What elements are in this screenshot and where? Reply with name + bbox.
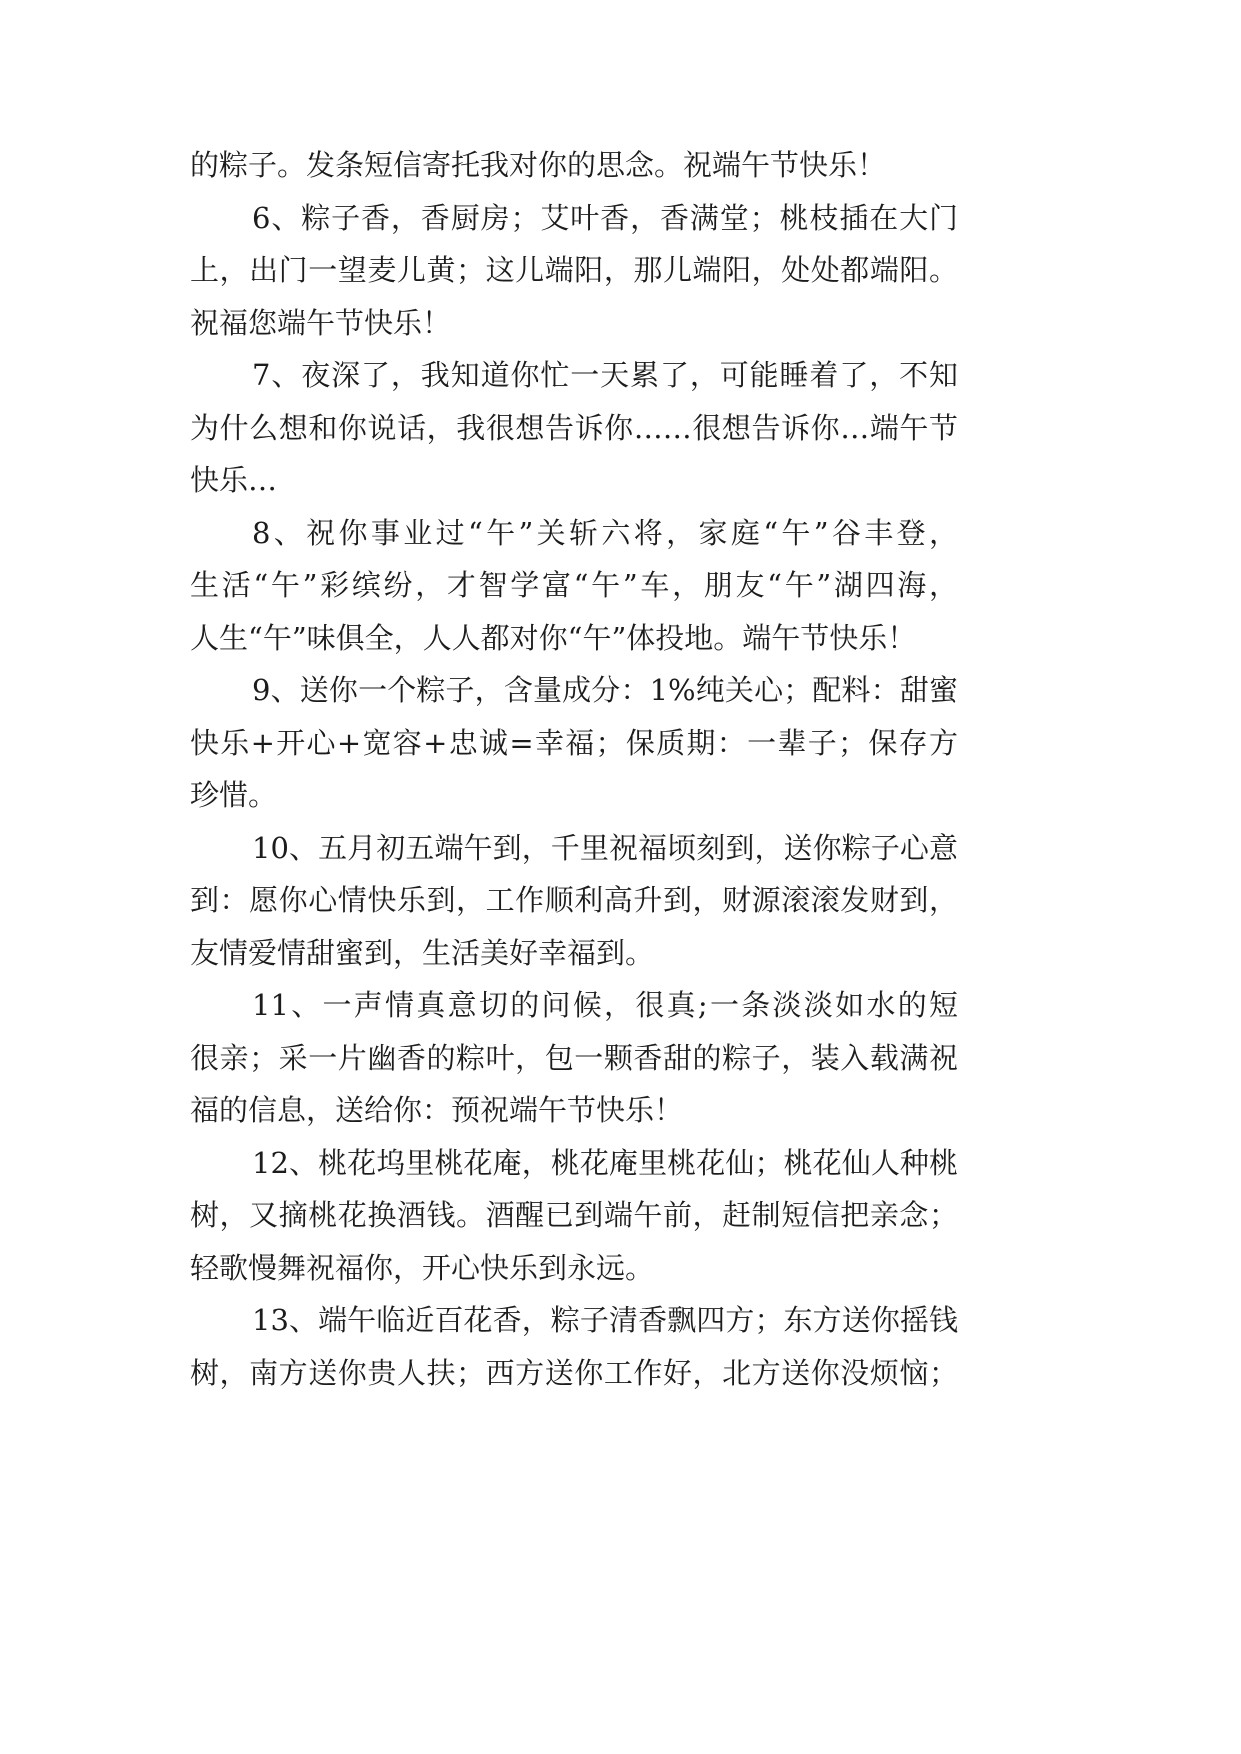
text-line: 生活“午”彩缤纷，才智学富“午”车，朋友“午”湖四海， (190, 568, 958, 602)
text-line: 12、桃花坞里桃花庵，桃花庵里桃花仙；桃花仙人种桃 (252, 1145, 958, 1180)
text-line: 快乐+开心+宽容+忠诚=幸福；保质期：一辈子；保存方 (190, 725, 958, 760)
paragraph (190, 979, 958, 1137)
document-body (190, 139, 958, 1399)
text-line: 友情爱情甜蜜到，生活美好幸福到。 (190, 935, 655, 970)
text-line: 快乐… (190, 463, 278, 497)
text-line: 到：愿你心情快乐到，工作顺利高升到，财源滚滚发财到， (190, 883, 958, 917)
text-line: 轻歌慢舞祝福你，开心快乐到永远。 (190, 1250, 655, 1285)
paragraph (190, 822, 958, 980)
paragraph (190, 1137, 958, 1295)
text-line: 7、夜深了，我知道你忙一天累了，可能睡着了，不知 (252, 358, 958, 392)
text-line: 6、粽子香，香厨房；艾叶香，香满堂；桃枝插在大门 (252, 200, 958, 235)
text-line: 上，出门一望麦儿黄；这儿端阳，那儿端阳，处处都端阳。 (190, 253, 958, 287)
text-line: 祝福您端午节快乐！ (190, 305, 452, 340)
text-line: 树，南方送你贵人扶；西方送你工作好，北方送你没烦恼； (190, 1355, 958, 1390)
paragraph (190, 1294, 958, 1399)
text-line: 10、五月初五端午到，千里祝福顷刻到，送你粽子心意 (252, 830, 958, 865)
text-line: 9、送你一个粽子，含量成分：1%纯关心；配料：甜蜜 (252, 673, 958, 707)
text-line: 13、端午临近百花香，粽子清香飘四方；东方送你摇钱 (252, 1303, 958, 1337)
text-line: 珍惜。 (190, 778, 278, 812)
text-line: 很亲；采一片幽香的粽叶，包一颗香甜的粽子，装入载满祝 (190, 1040, 958, 1075)
paragraph (190, 192, 958, 350)
paragraph (190, 664, 958, 822)
paragraph-continuation (190, 139, 958, 192)
text-line: 人生“午”味俱全，人人都对你“午”体投地。端午节快乐！ (190, 620, 917, 655)
text-line: 8、祝你事业过“午”关斩六将，家庭“午”谷丰登， (252, 515, 958, 550)
text-line: 的粽子。发条短信寄托我对你的思念。祝端午节快乐！ (190, 148, 887, 182)
text-line: 为什么想和你说话，我很想告诉你……很想告诉你…端午节 (190, 410, 958, 445)
text-line: 树，又摘桃花换酒钱。酒醒已到端午前，赶制短信把亲念； (190, 1198, 958, 1232)
text-line: 福的信息，送给你：预祝端午节快乐！ (190, 1093, 684, 1127)
text-line: 11、一声情真意切的问候，很真;一条淡淡如水的短 (252, 988, 958, 1022)
paragraph (190, 507, 958, 665)
paragraph (190, 349, 958, 507)
